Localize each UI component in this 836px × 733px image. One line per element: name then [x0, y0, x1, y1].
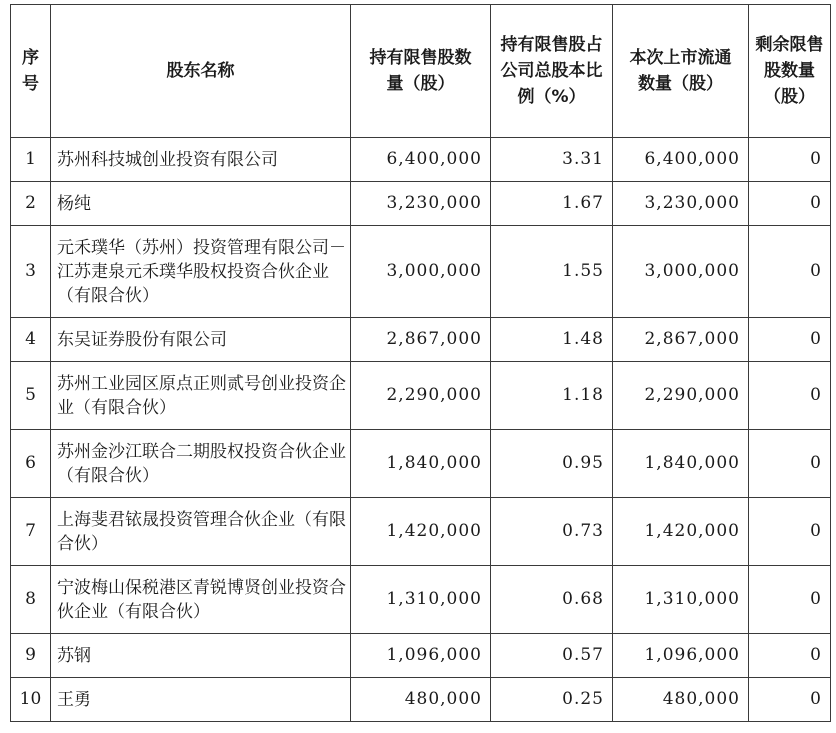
cell-shareholder-name: 上海斐君铱晟投资管理合伙企业（有限合伙） — [51, 498, 351, 566]
cell-remaining-shares: 0 — [749, 138, 831, 182]
cell-held-shares: 3,000,000 — [351, 226, 491, 318]
cell-listed-shares: 2,867,000 — [613, 318, 749, 362]
cell-shareholder-name: 东吴证券股份有限公司 — [51, 318, 351, 362]
cell-share-ratio: 0.25 — [491, 678, 613, 722]
header-remaining: 剩余限售股数量（股） — [749, 5, 831, 138]
cell-seq: 7 — [11, 498, 51, 566]
cell-seq: 4 — [11, 318, 51, 362]
table-row — [11, 566, 831, 634]
cell-share-ratio: 0.95 — [491, 430, 613, 498]
cell-listed-shares: 480,000 — [613, 678, 749, 722]
cell-shareholder-name: 宁波梅山保税港区青锐博贤创业投资合伙企业（有限合伙） — [51, 566, 351, 634]
header-name: 股东名称 — [51, 5, 351, 138]
cell-remaining-shares: 0 — [749, 498, 831, 566]
cell-seq: 3 — [11, 226, 51, 318]
cell-seq: 1 — [11, 138, 51, 182]
cell-shareholder-name: 苏州科技城创业投资有限公司 — [51, 138, 351, 182]
cell-held-shares: 1,310,000 — [351, 566, 491, 634]
table-row — [11, 182, 831, 226]
table-row — [11, 138, 831, 182]
cell-remaining-shares: 0 — [749, 182, 831, 226]
cell-share-ratio: 1.55 — [491, 226, 613, 318]
cell-shareholder-name: 王勇 — [51, 678, 351, 722]
table-row — [11, 634, 831, 678]
cell-held-shares: 3,230,000 — [351, 182, 491, 226]
cell-listed-shares: 3,000,000 — [613, 226, 749, 318]
cell-listed-shares: 2,290,000 — [613, 362, 749, 430]
cell-listed-shares: 6,400,000 — [613, 138, 749, 182]
shareholder-table — [10, 4, 831, 722]
cell-listed-shares: 1,310,000 — [613, 566, 749, 634]
cell-held-shares: 480,000 — [351, 678, 491, 722]
cell-remaining-shares: 0 — [749, 566, 831, 634]
header-ratio: 持有限售股占公司总股本比例（%） — [491, 5, 613, 138]
cell-held-shares: 1,096,000 — [351, 634, 491, 678]
cell-seq: 5 — [11, 362, 51, 430]
cell-held-shares: 1,420,000 — [351, 498, 491, 566]
table-row — [11, 226, 831, 318]
cell-listed-shares: 1,420,000 — [613, 498, 749, 566]
cell-shareholder-name: 苏州工业园区原点正则贰号创业投资企业（有限合伙） — [51, 362, 351, 430]
cell-share-ratio: 0.73 — [491, 498, 613, 566]
table-row — [11, 498, 831, 566]
cell-remaining-shares: 0 — [749, 678, 831, 722]
table-row — [11, 318, 831, 362]
header-seq: 序号 — [11, 5, 51, 138]
cell-share-ratio: 1.48 — [491, 318, 613, 362]
cell-seq: 10 — [11, 678, 51, 722]
table-row — [11, 362, 831, 430]
cell-shareholder-name: 杨纯 — [51, 182, 351, 226]
cell-seq: 9 — [11, 634, 51, 678]
table-row — [11, 430, 831, 498]
cell-remaining-shares: 0 — [749, 318, 831, 362]
cell-share-ratio: 3.31 — [491, 138, 613, 182]
cell-shareholder-name: 元禾璞华（苏州）投资管理有限公司－江苏疌泉元禾璞华股权投资合伙企业（有限合伙） — [51, 226, 351, 318]
cell-share-ratio: 1.18 — [491, 362, 613, 430]
header-held: 持有限售股数量（股） — [351, 5, 491, 138]
cell-share-ratio: 1.67 — [491, 182, 613, 226]
cell-remaining-shares: 0 — [749, 634, 831, 678]
cell-listed-shares: 3,230,000 — [613, 182, 749, 226]
cell-shareholder-name: 苏钢 — [51, 634, 351, 678]
cell-share-ratio: 0.68 — [491, 566, 613, 634]
header-listed: 本次上市流通数量（股） — [613, 5, 749, 138]
cell-seq: 2 — [11, 182, 51, 226]
cell-held-shares: 6,400,000 — [351, 138, 491, 182]
cell-seq: 6 — [11, 430, 51, 498]
cell-remaining-shares: 0 — [749, 226, 831, 318]
cell-seq: 8 — [11, 566, 51, 634]
cell-share-ratio: 0.57 — [491, 634, 613, 678]
cell-listed-shares: 1,840,000 — [613, 430, 749, 498]
cell-held-shares: 1,840,000 — [351, 430, 491, 498]
cell-held-shares: 2,290,000 — [351, 362, 491, 430]
header-row — [11, 5, 831, 138]
cell-remaining-shares: 0 — [749, 430, 831, 498]
cell-listed-shares: 1,096,000 — [613, 634, 749, 678]
table-row — [11, 678, 831, 722]
cell-held-shares: 2,867,000 — [351, 318, 491, 362]
cell-shareholder-name: 苏州金沙江联合二期股权投资合伙企业（有限合伙） — [51, 430, 351, 498]
cell-remaining-shares: 0 — [749, 362, 831, 430]
